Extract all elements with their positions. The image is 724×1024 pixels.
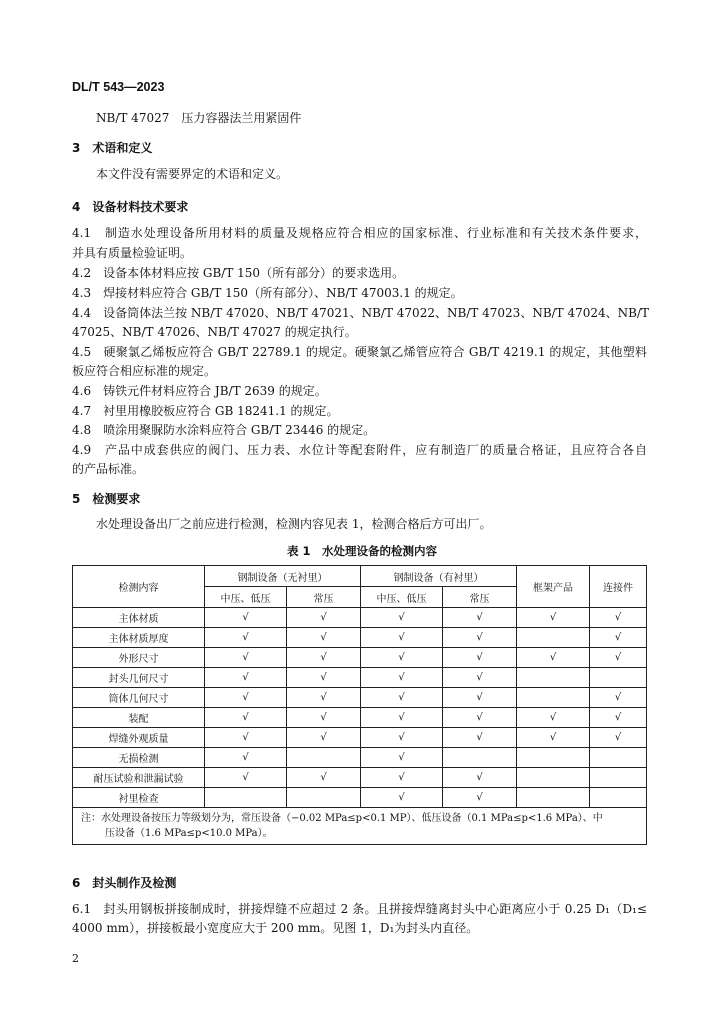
row-item-name: 耐压试验和泄漏试验 xyxy=(73,768,205,788)
cell-unlined-mid-low xyxy=(205,768,287,788)
header-inspection-item: 检测内容 xyxy=(73,566,205,608)
table-row xyxy=(73,728,647,748)
cell-lined-normal xyxy=(443,628,517,648)
table-note-line-2: 压设备（1.6 MPa≤p<10.0 MPa）。 xyxy=(105,828,273,839)
section-3-title: 3 术语和定义 xyxy=(72,141,153,155)
cell-unlined-mid-low xyxy=(205,708,287,728)
check-mark: √ xyxy=(398,612,405,623)
row-item-name: 主体材质厚度 xyxy=(73,628,205,648)
table-row xyxy=(73,628,647,648)
check-mark: √ xyxy=(476,772,483,783)
cell-unlined-normal xyxy=(287,688,361,708)
row-item-name: 筒体几何尺寸 xyxy=(73,688,205,708)
cell-frame xyxy=(517,748,590,768)
table-1-caption: 表 1 水处理设备的检测内容 xyxy=(286,544,437,558)
cell-lined-mid-low xyxy=(361,608,443,628)
inspection-table xyxy=(72,565,647,845)
cell-lined-mid-low xyxy=(361,768,443,788)
table-row xyxy=(73,768,647,788)
cell-lined-mid-low xyxy=(361,708,443,728)
cell-lined-normal xyxy=(443,648,517,668)
check-mark: √ xyxy=(320,772,327,783)
check-mark: √ xyxy=(476,712,483,723)
table-row xyxy=(73,608,647,628)
check-mark: √ xyxy=(320,652,327,663)
clause-4-9-line-2: 的产品标准。 xyxy=(72,462,145,476)
clause-4-9-line-1: 4.9 产品中成套供应的阀门、压力表、水位计等配套附件，应有制造厂的质量合格证，且应符合各自 xyxy=(72,443,647,457)
check-mark: √ xyxy=(242,612,249,623)
cell-frame xyxy=(517,608,590,628)
cell-connector xyxy=(590,628,647,648)
cell-unlined-normal xyxy=(287,728,361,748)
cell-connector xyxy=(590,648,647,668)
check-mark: √ xyxy=(398,692,405,703)
cell-unlined-mid-low xyxy=(205,728,287,748)
check-mark: √ xyxy=(614,632,622,643)
check-mark: √ xyxy=(476,632,483,643)
table-note xyxy=(73,808,647,845)
check-mark: √ xyxy=(476,652,483,663)
row-item-name: 装配 xyxy=(73,708,205,728)
header-unlined-mid-low: 中压、低压 xyxy=(205,587,287,608)
check-mark: √ xyxy=(614,652,622,663)
page-number: 2 xyxy=(72,952,79,965)
cell-frame xyxy=(517,768,590,788)
section-4-title: 4 设备材料技术要求 xyxy=(72,200,189,214)
clause-4-3: 4.3 焊接材料应符合 GB/T 150（所有部分）、NB/T 47003.1 的规定。 xyxy=(72,286,463,300)
cell-unlined-mid-low xyxy=(205,688,287,708)
header-lined-normal: 常压 xyxy=(443,587,517,608)
check-mark: √ xyxy=(320,712,327,723)
clause-4-4-line-2: 47025、NB/T 47026、NB/T 47027 的规定执行。 xyxy=(72,325,357,339)
table-row xyxy=(73,748,647,768)
section-3-body: 本文件没有需要界定的术语和定义。 xyxy=(96,167,289,181)
clause-6-1-line-1: 6.1 封头用钢板拼接制成时，拼接焊缝不应超过 2 条。且拼接焊缝离封头中心距离应小于 0.25 D₁（D₁≤ xyxy=(72,902,647,916)
check-mark: √ xyxy=(398,712,405,723)
check-mark: √ xyxy=(549,732,557,743)
cell-unlined-normal xyxy=(287,768,361,788)
check-mark: √ xyxy=(476,732,483,743)
header-unlined-normal: 常压 xyxy=(287,587,361,608)
check-mark: √ xyxy=(320,692,327,703)
clause-4-1-line-1: 4.1 制造水处理设备所用材料的质量及规格应符合相应的国家标准、行业标准和有关技术条件要求， xyxy=(72,226,647,240)
check-mark: √ xyxy=(398,792,405,803)
check-mark: √ xyxy=(242,692,249,703)
cell-connector xyxy=(590,668,647,688)
normative-reference-line: NB/T 47027 压力容器法兰用紧固件 xyxy=(96,111,302,125)
clause-4-4-line-1: 4.4 设备筒体法兰按 NB/T 47020、NB/T 47021、NB/T 47022、NB/T 47023、NB/T 47024、NB/T xyxy=(72,306,650,320)
section-6-title: 6 封头制作及检测 xyxy=(72,876,177,890)
document-header: DL/T 543—2023 xyxy=(72,80,165,94)
check-mark: √ xyxy=(549,612,557,623)
cell-lined-normal xyxy=(443,728,517,748)
check-mark: √ xyxy=(476,692,483,703)
cell-frame xyxy=(517,708,590,728)
check-mark: √ xyxy=(398,772,405,783)
row-item-name: 无损检测 xyxy=(73,748,205,768)
clause-4-6: 4.6 铸铁元件材料应符合 JB/T 2639 的规定。 xyxy=(72,384,327,398)
check-mark: √ xyxy=(242,732,249,743)
row-item-name: 焊缝外观质量 xyxy=(73,728,205,748)
cell-lined-mid-low xyxy=(361,668,443,688)
cell-unlined-mid-low xyxy=(205,788,287,808)
cell-connector xyxy=(590,728,647,748)
check-mark: √ xyxy=(242,772,249,783)
table-row xyxy=(73,708,647,728)
clause-4-5-line-1: 4.5 硬聚氯乙烯板应符合 GB/T 22789.1 的规定。硬聚氯乙烯管应符合 GB/T 4219.1 的规定，其他塑料 xyxy=(72,345,647,359)
cell-lined-normal xyxy=(443,668,517,688)
cell-unlined-normal xyxy=(287,668,361,688)
clause-6-1-line-2: 4000 mm），拼接板最小宽度应大于 200 mm。见图 1，D₁为封头内直径。 xyxy=(72,921,479,935)
cell-lined-normal xyxy=(443,608,517,628)
table-note-line-1: 注：水处理设备按压力等级划分为，常压设备（−0.02 MPa≤p<0.1 MP）、低压设备（0.1 MPa≤p<1.6 MPa）、中 xyxy=(81,813,603,824)
cell-lined-mid-low xyxy=(361,728,443,748)
clause-4-1-line-2: 并具有质量检验证明。 xyxy=(72,246,193,260)
row-item-name: 封头几何尺寸 xyxy=(73,668,205,688)
cell-lined-normal xyxy=(443,768,517,788)
cell-lined-normal xyxy=(443,788,517,808)
check-mark: √ xyxy=(398,752,405,763)
cell-lined-mid-low xyxy=(361,628,443,648)
header-frame-product: 框架产品 xyxy=(517,566,590,608)
table-row xyxy=(73,788,647,808)
section-5-body: 水处理设备出厂之前应进行检测，检测内容见表 1，检测合格后方可出厂。 xyxy=(96,517,492,531)
cell-unlined-normal xyxy=(287,708,361,728)
header-connector: 连接件 xyxy=(590,566,647,608)
cell-frame xyxy=(517,668,590,688)
check-mark: √ xyxy=(549,652,557,663)
check-mark: √ xyxy=(476,672,483,683)
cell-frame xyxy=(517,728,590,748)
check-mark: √ xyxy=(242,672,249,683)
cell-lined-mid-low xyxy=(361,788,443,808)
row-item-name: 主体材质 xyxy=(73,608,205,628)
check-mark: √ xyxy=(398,632,405,643)
cell-frame xyxy=(517,788,590,808)
header-steel-lined: 钢制设备（有衬里） xyxy=(361,566,517,587)
cell-unlined-mid-low xyxy=(205,748,287,768)
check-mark: √ xyxy=(398,732,405,743)
cell-frame xyxy=(517,688,590,708)
clause-4-7: 4.7 衬里用橡胶板应符合 GB 18241.1 的规定。 xyxy=(72,404,339,418)
table-row xyxy=(73,668,647,688)
cell-unlined-normal xyxy=(287,748,361,768)
table-row xyxy=(73,688,647,708)
row-item-name: 衬里检查 xyxy=(73,788,205,808)
cell-unlined-mid-low xyxy=(205,648,287,668)
check-mark: √ xyxy=(320,632,327,643)
section-5-title: 5 检测要求 xyxy=(72,492,141,506)
check-mark: √ xyxy=(476,792,483,803)
check-mark: √ xyxy=(549,712,557,723)
check-mark: √ xyxy=(320,732,327,743)
check-mark: √ xyxy=(614,712,622,723)
check-mark: √ xyxy=(398,672,405,683)
header-lined-mid-low: 中压、低压 xyxy=(361,587,443,608)
row-item-name: 外形尺寸 xyxy=(73,648,205,668)
cell-lined-mid-low xyxy=(361,688,443,708)
check-mark: √ xyxy=(242,712,249,723)
table-row xyxy=(73,648,647,668)
clause-4-2: 4.2 设备本体材料应按 GB/T 150（所有部分）的要求选用。 xyxy=(72,266,405,280)
cell-connector xyxy=(590,748,647,768)
cell-connector xyxy=(590,768,647,788)
cell-connector xyxy=(590,708,647,728)
cell-frame xyxy=(517,648,590,668)
cell-lined-mid-low xyxy=(361,748,443,768)
header-steel-unlined: 钢制设备（无衬里） xyxy=(205,566,361,587)
check-mark: √ xyxy=(242,652,249,663)
cell-frame xyxy=(517,628,590,648)
cell-unlined-mid-low xyxy=(205,628,287,648)
cell-unlined-normal xyxy=(287,788,361,808)
cell-unlined-normal xyxy=(287,648,361,668)
cell-unlined-normal xyxy=(287,608,361,628)
cell-lined-normal xyxy=(443,708,517,728)
check-mark: √ xyxy=(242,632,249,643)
cell-unlined-mid-low xyxy=(205,608,287,628)
cell-lined-normal xyxy=(443,688,517,708)
cell-lined-normal xyxy=(443,748,517,768)
check-mark: √ xyxy=(614,732,622,743)
cell-connector xyxy=(590,788,647,808)
clause-4-5-line-2: 板应符合相应标准的规定。 xyxy=(72,364,217,378)
check-mark: √ xyxy=(242,752,249,763)
cell-connector xyxy=(590,688,647,708)
cell-lined-mid-low xyxy=(361,648,443,668)
clause-4-8: 4.8 喷涂用聚脲防水涂料应符合 GB/T 23446 的规定。 xyxy=(72,423,376,437)
cell-unlined-normal xyxy=(287,628,361,648)
check-mark: √ xyxy=(320,612,327,623)
cell-unlined-mid-low xyxy=(205,668,287,688)
check-mark: √ xyxy=(476,612,483,623)
check-mark: √ xyxy=(320,672,327,683)
check-mark: √ xyxy=(614,612,622,623)
check-mark: √ xyxy=(398,652,405,663)
cell-connector xyxy=(590,608,647,628)
check-mark: √ xyxy=(614,692,622,703)
